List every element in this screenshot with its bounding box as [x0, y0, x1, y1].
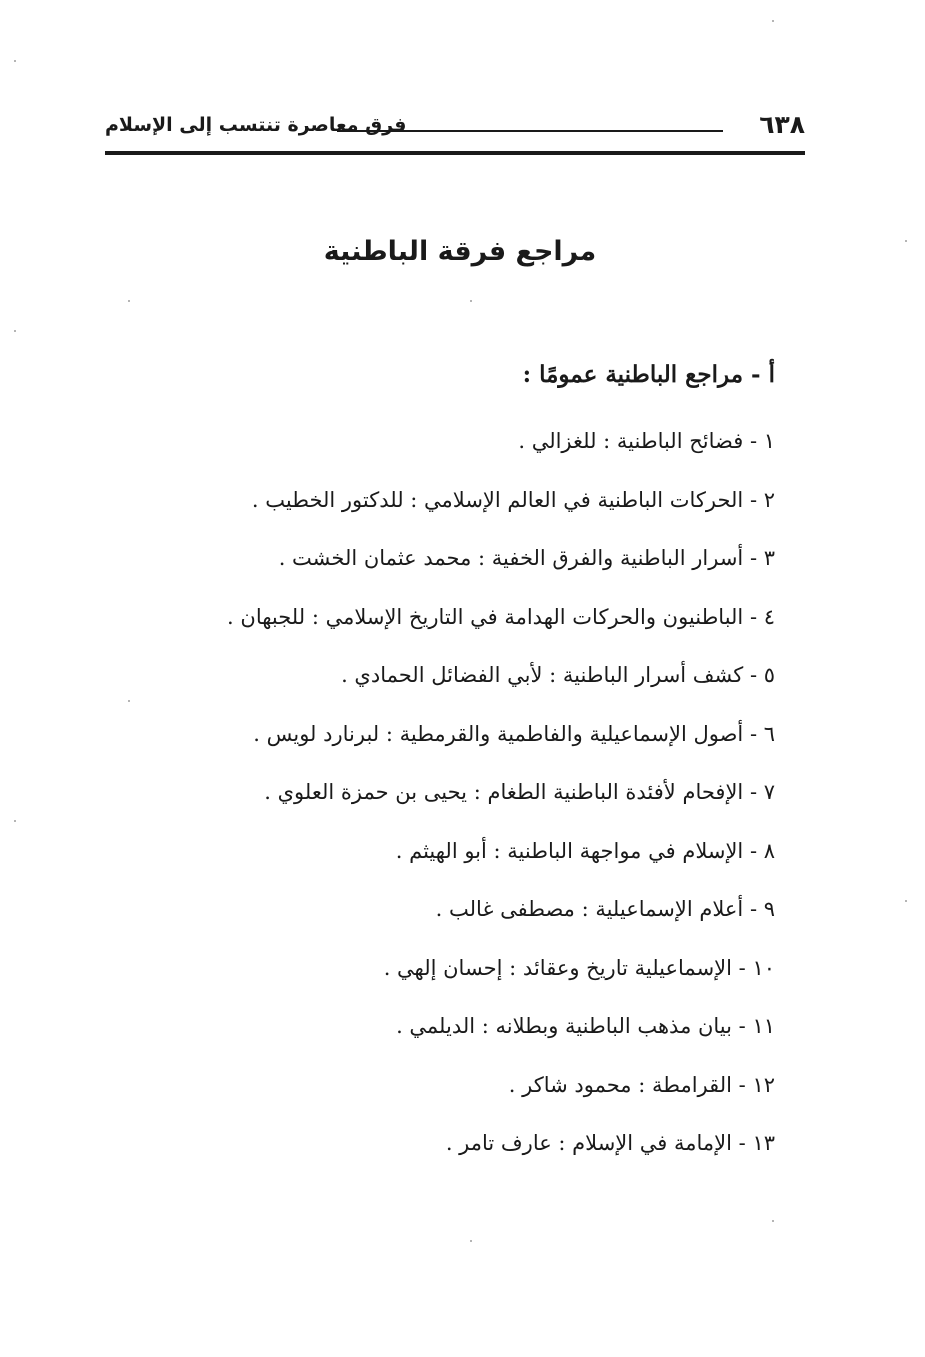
reference-item: ٦ - أصول الإسماعيلية والفاطمية والقرمطية : لبرنارد لويس .	[253, 721, 775, 746]
scan-speck	[772, 20, 774, 22]
reference-item: ٥ - كشف أسرار الباطنية : لأبي الفضائل الحمادي .	[341, 663, 775, 687]
scan-speck	[772, 1220, 774, 1222]
scan-speck	[14, 330, 16, 332]
scan-speck	[470, 300, 472, 302]
reference-item: ٩ - أعلام الإسماعيلية : مصطفى غالب .	[435, 897, 775, 921]
reference-item: ١٢ - القرامطة : محمود شاكر .	[508, 1072, 775, 1097]
scan-speck	[14, 60, 16, 62]
reference-item: ٨ - الإسلام في مواجهة الباطنية : أبو الهيثم .	[395, 838, 775, 863]
header-rule	[105, 151, 805, 155]
running-title: فرق معاصرة تنتسب إلى الإسلام	[105, 114, 407, 136]
scan-speck	[128, 300, 130, 302]
scan-speck	[470, 1240, 472, 1242]
reference-item: ٣ - أسرار الباطنية والفرق الخفية : محمد عثمان الخشت .	[278, 546, 775, 570]
scan-speck	[14, 820, 16, 822]
section-heading: أ - مراجع الباطنية عمومًا :	[522, 361, 775, 388]
reference-item: ٤ - الباطنيون والحركات الهدامة في التاريخ الإسلامي : للجبهان .	[227, 604, 775, 629]
reference-item: ٧ - الإفحام لأفئدة الباطنية الطغام : يحيى بن حمزة العلوي .	[264, 780, 775, 804]
reference-item: ٢ - الحركات الباطنية في العالم الإسلامي : للدكتور الخطيب .	[251, 487, 775, 512]
reference-list	[135, 412, 775, 1173]
reference-item: ١ - فضائح الباطنية : للغزالي .	[518, 429, 775, 453]
scan-speck	[128, 700, 130, 702]
page-number: ٦٣٨	[759, 110, 805, 139]
page-header	[105, 108, 805, 150]
reference-item: ١٠ - الإسماعيلية تاريخ وعقائد : إحسان إلهي .	[383, 955, 775, 980]
scan-speck	[905, 900, 907, 902]
scan-speck	[905, 240, 907, 242]
reference-item: ١١ - بيان مذهب الباطنية وبطلانه : الديلمي .	[396, 1014, 775, 1038]
reference-item: ١٣ - الإمامة في الإسلام : عارف تامر .	[445, 1131, 775, 1155]
page-heading: مراجع فرقة الباطنية	[323, 236, 597, 267]
